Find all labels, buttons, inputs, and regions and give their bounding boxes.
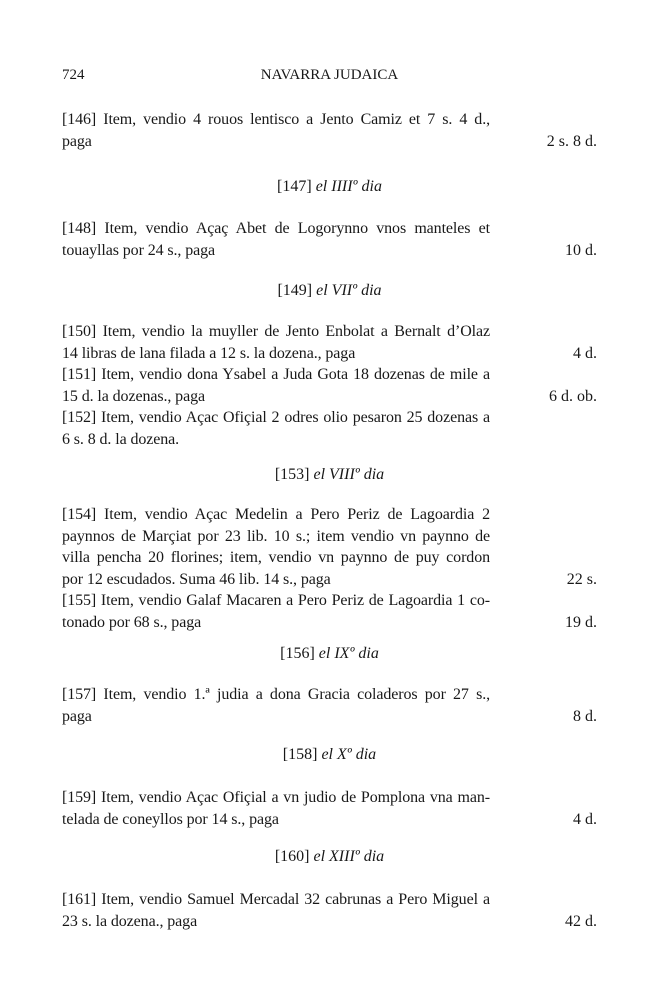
entry-line: paynnos de Marçiat por 23 lib. 10 s.; item vendio vn paynno de bbox=[62, 527, 490, 545]
heading-day-label: el XIIIº dia bbox=[313, 848, 385, 865]
day-heading-158 bbox=[62, 744, 597, 766]
day-heading-149 bbox=[62, 280, 597, 302]
running-title: NAVARRA JUDAICA bbox=[260, 67, 399, 83]
page-number: 724 bbox=[62, 67, 85, 83]
entry-159 bbox=[62, 787, 597, 830]
entry-line: villa pencha 20 florines; item, vendio vn paynno de puy cordon bbox=[62, 549, 490, 566]
entry-line: [152] Item, vendio Açac Ofiçial 2 odres olio pesaron 25 dozenas a bbox=[62, 409, 490, 426]
entry-150 bbox=[62, 321, 597, 364]
entry-157 bbox=[62, 684, 597, 727]
entry-line: [159] Item, vendio Açac Ofiçial a vn judio de Pomplona vna man- bbox=[62, 789, 490, 806]
entry-161 bbox=[62, 889, 597, 932]
entry-line: [150] Item, vendio la muyller de Jento Enbolat a Bernalt d’Olaz bbox=[62, 323, 490, 340]
heading-day-label: el IXº dia bbox=[318, 645, 379, 662]
heading-day-label: el VIIº dia bbox=[316, 282, 382, 299]
heading-number: [160] bbox=[274, 848, 310, 865]
entry-155 bbox=[62, 590, 597, 633]
entry-line: [154] Item, vendio Açac Medelin a Pero Periz de Lagoardia 2 bbox=[62, 506, 490, 523]
entry-line: paga bbox=[62, 707, 92, 725]
entry-148 bbox=[62, 218, 597, 261]
amount-paid: 2 s. 8 d. bbox=[546, 132, 597, 150]
day-heading-156 bbox=[62, 643, 597, 665]
amount-paid: 22 s. bbox=[566, 570, 597, 588]
heading-number: [158] bbox=[282, 746, 318, 763]
entry-line: paga bbox=[62, 132, 92, 150]
day-heading-160 bbox=[62, 846, 597, 868]
heading-day-label: el Xº dia bbox=[321, 746, 377, 763]
day-heading-147 bbox=[62, 176, 597, 198]
entry-152 bbox=[62, 407, 597, 450]
day-heading-153 bbox=[62, 464, 597, 486]
entry-line: [155] Item, vendio Galaf Macaren a Pero Periz de Lagoardia 1 co- bbox=[62, 592, 490, 609]
entry-151 bbox=[62, 364, 597, 407]
heading-number: [153] bbox=[274, 466, 310, 483]
entry-line: [157] Item, vendio 1.ª judia a dona Gracia coladeros por 27 s., bbox=[62, 686, 490, 703]
entry-line: 15 d. la dozenas., paga bbox=[62, 387, 205, 405]
heading-number: [147] bbox=[277, 178, 312, 195]
entry-line: por 12 escudados. Suma 46 lib. 14 s., paga bbox=[62, 570, 331, 588]
heading-day-label: el VIIIº dia bbox=[313, 466, 385, 483]
entry-line: [161] Item, vendio Samuel Mercadal 32 cabrunas a Pero Miguel a bbox=[62, 891, 490, 908]
amount-paid: 6 d. ob. bbox=[549, 387, 597, 405]
entry-154 bbox=[62, 504, 597, 590]
entry-line: [151] Item, vendio dona Ysabel a Juda Gota 18 dozenas de mile a bbox=[62, 366, 490, 383]
entry-line: [146] Item, vendio 4 rouos lentisco a Jento Camiz et 7 s. 4 d., bbox=[62, 111, 490, 128]
amount-paid: 19 d. bbox=[565, 613, 597, 631]
entry-146 bbox=[62, 109, 597, 152]
page-header bbox=[62, 65, 597, 86]
entry-line: 23 s. la dozena., paga bbox=[62, 912, 198, 930]
entry-line: [148] Item, vendio Açaç Abet de Logorynno vnos manteles et bbox=[62, 220, 490, 237]
heading-number: [149] bbox=[277, 282, 313, 299]
heading-day-label: el IIIIº dia bbox=[315, 178, 382, 195]
amount-paid: 42 d. bbox=[565, 912, 597, 930]
amount-paid: 4 d. bbox=[573, 344, 597, 362]
entry-line: 14 libras de lana filada a 12 s. la dozena., paga bbox=[62, 344, 356, 362]
heading-number: [156] bbox=[280, 645, 315, 662]
amount-paid: 10 d. bbox=[565, 241, 597, 259]
entry-line: tonado por 68 s., paga bbox=[62, 613, 202, 631]
entry-line: 6 s. 8 d. la dozena. bbox=[62, 430, 180, 448]
entry-line: touayllas por 24 s., paga bbox=[62, 241, 216, 259]
entry-line: telada de coneyllos por 14 s., paga bbox=[62, 810, 279, 828]
amount-paid: 8 d. bbox=[573, 707, 597, 725]
amount-paid: 4 d. bbox=[573, 810, 597, 828]
